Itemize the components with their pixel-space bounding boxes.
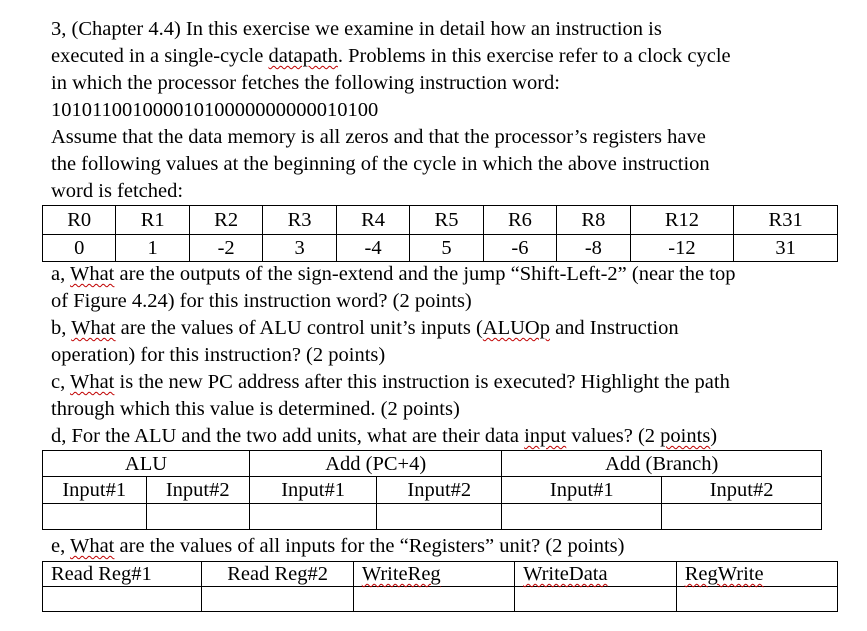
intro-line-6: the following values at the beginning of the cycle in which the above instruction <box>51 153 710 175</box>
intro-line-3: in which the processor fetches the following instruction word: <box>51 72 560 94</box>
register-name: R3 <box>263 206 336 235</box>
registers-input-table <box>42 561 838 612</box>
input-header: Input#2 <box>662 477 822 504</box>
answer-cell[interactable] <box>202 587 353 612</box>
register-value: 3 <box>263 235 336 262</box>
question-a-line-2: of Figure 4.24) for this instruction word? (2 points) <box>51 290 472 312</box>
question-c-line-1: c, What is the new PC address after this instruction is executed? Highlight the path <box>51 371 730 393</box>
input-header: Input#1 <box>250 477 377 504</box>
intro-line-7: word is fetched: <box>51 180 184 202</box>
input-header: Input#2 <box>377 477 502 504</box>
register-name: R4 <box>336 206 409 235</box>
answer-cell[interactable] <box>502 504 662 530</box>
intro-line-1: 3, (Chapter 4.4) In this exercise we examine in detail how an instruction is <box>51 18 662 40</box>
question-c-line-2: through which this value is determined. (2 points) <box>51 398 460 420</box>
input-header: Input#1 <box>43 477 147 504</box>
add-branch-header: Add (Branch) <box>502 451 822 477</box>
register-table <box>42 205 838 262</box>
answer-cell[interactable] <box>676 587 837 612</box>
question-b-line-1: b, What are the values of ALU control unit’s inputs (ALUOp and Instruction <box>51 317 679 339</box>
registers-answer-row <box>43 587 838 612</box>
register-value: -12 <box>630 235 734 262</box>
register-name: R2 <box>189 206 262 235</box>
register-name: R8 <box>557 206 630 235</box>
register-name: R5 <box>410 206 483 235</box>
register-value: 5 <box>410 235 483 262</box>
register-value: -2 <box>189 235 262 262</box>
add-units-table <box>42 450 822 530</box>
register-name: R12 <box>630 206 734 235</box>
read-reg2-header: Read Reg#2 <box>202 562 353 587</box>
unit-inputs-row <box>43 477 822 504</box>
reg-write-header: RegWrite <box>676 562 837 587</box>
read-reg1-header: Read Reg#1 <box>43 562 202 587</box>
answer-cell[interactable] <box>662 504 822 530</box>
intro-line-5: Assume that the data memory is all zeros and that the processor’s registers have <box>51 126 706 148</box>
question-d-line-1: d, For the ALU and the two add units, what are their data input values? (2 points) <box>51 425 718 447</box>
register-value: 1 <box>116 235 189 262</box>
register-name: R1 <box>116 206 189 235</box>
input-header: Input#2 <box>146 477 250 504</box>
register-name: R6 <box>483 206 556 235</box>
alu-header: ALU <box>43 451 250 477</box>
unit-group-row <box>43 451 822 477</box>
answer-cell[interactable] <box>515 587 677 612</box>
question-b-line-2: operation) for this instruction? (2 points) <box>51 344 386 366</box>
register-value: -8 <box>557 235 630 262</box>
register-value: -6 <box>483 235 556 262</box>
answer-cell[interactable] <box>43 587 202 612</box>
answer-cell[interactable] <box>146 504 250 530</box>
register-value: 31 <box>734 235 838 262</box>
datapath-word: datapath <box>268 45 338 67</box>
write-data-header: WriteData <box>515 562 677 587</box>
answer-cell[interactable] <box>250 504 377 530</box>
unit-answer-row <box>43 504 822 530</box>
input-header: Input#1 <box>502 477 662 504</box>
registers-header-row <box>43 562 838 587</box>
answer-cell[interactable] <box>353 587 514 612</box>
register-values-row <box>43 235 838 262</box>
register-name: R31 <box>734 206 838 235</box>
add-pc4-header: Add (PC+4) <box>250 451 502 477</box>
register-value: 0 <box>43 235 116 262</box>
question-a-line-1: a, What are the outputs of the sign-extend and the jump “Shift-Left-2” (near the top <box>51 263 736 285</box>
answer-cell[interactable] <box>377 504 502 530</box>
register-names-row <box>43 206 838 235</box>
instruction-word: 10101100100001010000000000010100 <box>51 99 379 121</box>
question-e-line-1: e, What are the values of all inputs for the “Registers” unit? (2 points) <box>51 535 625 557</box>
intro-line-2: executed in a single-cycle datapath. Problems in this exercise refer to a clock cycle <box>51 45 731 67</box>
register-value: -4 <box>336 235 409 262</box>
write-reg-header: WriteReg <box>353 562 514 587</box>
answer-cell[interactable] <box>43 504 147 530</box>
register-name: R0 <box>43 206 116 235</box>
